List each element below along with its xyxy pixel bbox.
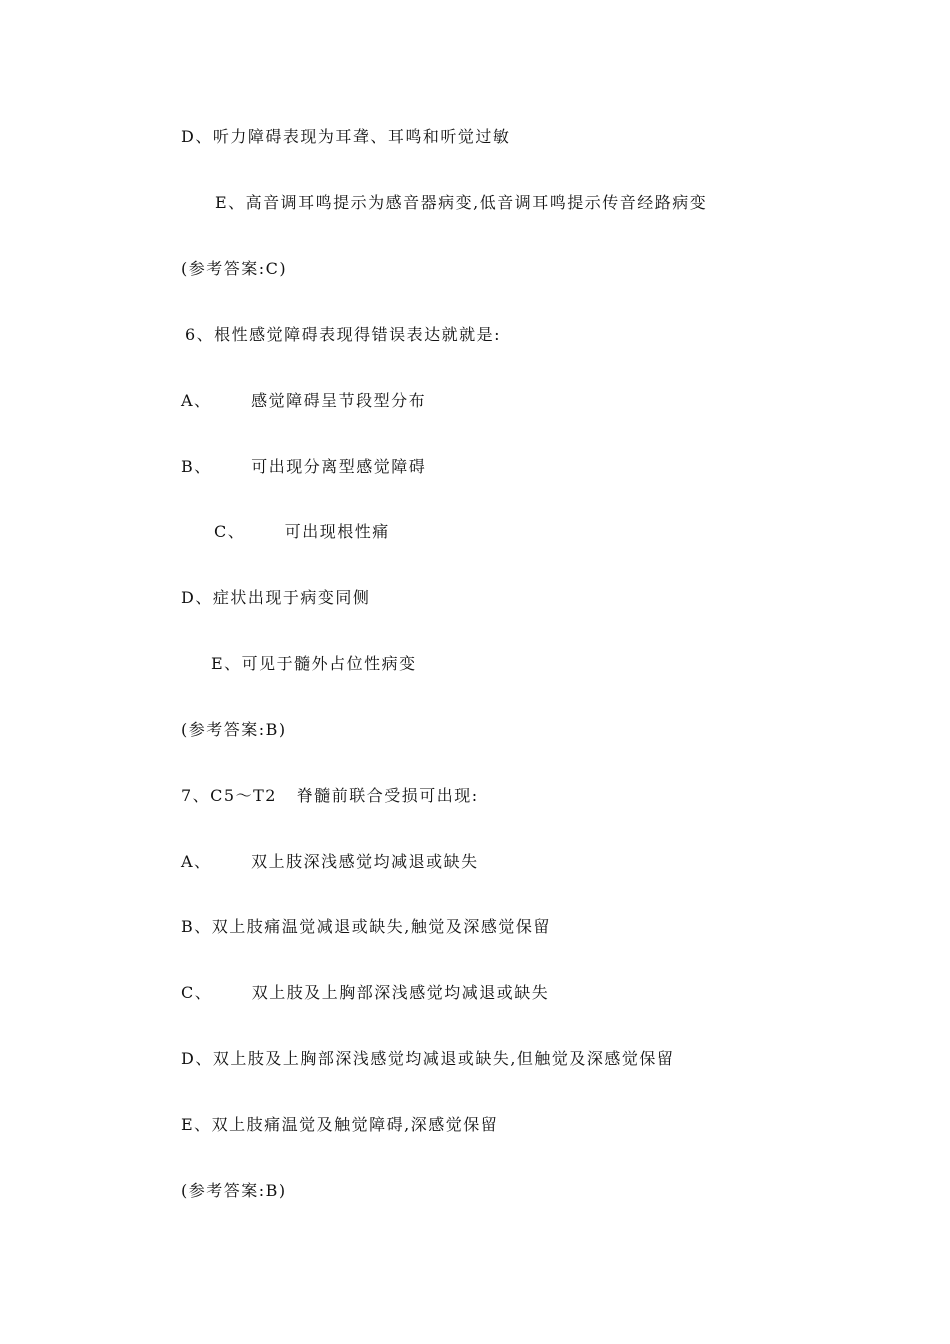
q7-option-d: D、双上肢及上胸部深浅感觉均减退或缺失,但触觉及深感觉保留 — [181, 1049, 675, 1068]
q6-option-a: A、 感觉障碍呈节段型分布 — [181, 391, 427, 410]
q7-option-a: A、 双上肢深浅感觉均减退或缺失 — [181, 852, 479, 871]
q7-option-c: C、 双上肢及上胸部深浅感觉均减退或缺失 — [181, 983, 550, 1002]
q7-option-b: B、双上肢痛温觉减退或缺失,触觉及深感觉保留 — [181, 917, 551, 936]
q5-option-e: E、高音调耳鸣提示为感音器病变,低音调耳鸣提示传音经路病变 — [215, 193, 708, 212]
q6-answer: (参考答案:B) — [181, 720, 287, 739]
q6-question: 6、根性感觉障碍表现得错误表达就就是: — [185, 325, 502, 344]
q5-option-d: D、听力障碍表现为耳聋、耳鸣和听觉过敏 — [181, 127, 511, 146]
q5-answer: (参考答案:C) — [181, 259, 288, 278]
q6-option-d: D、症状出现于病变同侧 — [181, 588, 371, 607]
q7-question: 7、C5～T2 脊髓前联合受损可出现: — [181, 786, 479, 805]
q6-option-b: B、 可出现分离型感觉障碍 — [181, 457, 427, 476]
q6-option-e: E、可见于髓外占位性病变 — [211, 654, 417, 673]
q7-option-e: E、双上肢痛温觉及触觉障碍,深感觉保留 — [181, 1115, 499, 1134]
q6-option-c: C、 可出现根性痛 — [214, 522, 390, 541]
q7-answer: (参考答案:B) — [181, 1181, 287, 1200]
